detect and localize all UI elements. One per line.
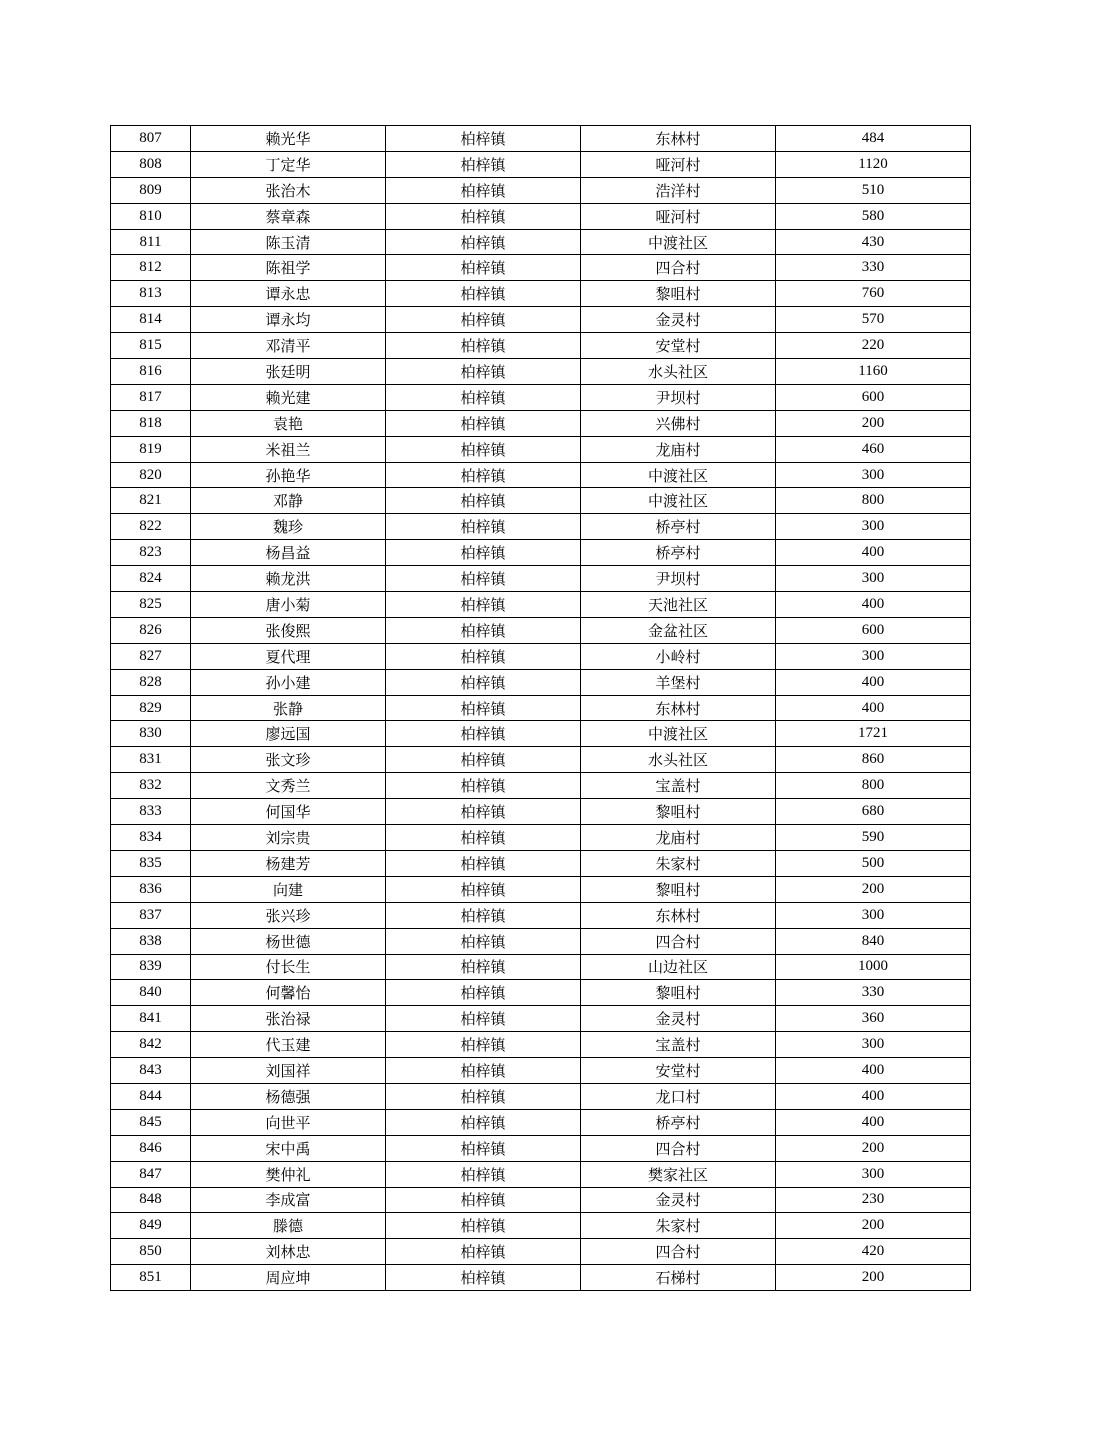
table-row [111, 1083, 971, 1109]
cell-name: 滕德 [191, 1213, 386, 1239]
cell-village: 宝盖村 [581, 1032, 776, 1058]
cell-index: 849 [111, 1213, 191, 1239]
table-row [111, 514, 971, 540]
cell-town: 柏梓镇 [386, 540, 581, 566]
cell-name: 李成富 [191, 1187, 386, 1213]
cell-town: 柏梓镇 [386, 928, 581, 954]
cell-amount: 230 [776, 1187, 971, 1213]
table-row [111, 825, 971, 851]
cell-name: 米祖兰 [191, 436, 386, 462]
cell-index: 833 [111, 799, 191, 825]
cell-village: 中渡社区 [581, 488, 776, 514]
cell-amount: 400 [776, 669, 971, 695]
cell-village: 四合村 [581, 255, 776, 281]
cell-town: 柏梓镇 [386, 799, 581, 825]
cell-amount: 400 [776, 695, 971, 721]
cell-town: 柏梓镇 [386, 902, 581, 928]
cell-name: 袁艳 [191, 410, 386, 436]
table-row [111, 384, 971, 410]
table-row [111, 1187, 971, 1213]
table-row [111, 229, 971, 255]
cell-name: 廖远国 [191, 721, 386, 747]
cell-name: 杨德强 [191, 1083, 386, 1109]
cell-village: 哑河村 [581, 151, 776, 177]
cell-index: 838 [111, 928, 191, 954]
roster-table [110, 125, 971, 1291]
cell-town: 柏梓镇 [386, 255, 581, 281]
cell-name: 张治禄 [191, 1006, 386, 1032]
cell-index: 820 [111, 462, 191, 488]
cell-name: 赖光建 [191, 384, 386, 410]
cell-village: 龙口村 [581, 1083, 776, 1109]
cell-amount: 600 [776, 384, 971, 410]
cell-town: 柏梓镇 [386, 825, 581, 851]
cell-index: 844 [111, 1083, 191, 1109]
cell-village: 朱家村 [581, 1213, 776, 1239]
cell-index: 811 [111, 229, 191, 255]
table-row [111, 566, 971, 592]
table-row [111, 799, 971, 825]
cell-index: 835 [111, 850, 191, 876]
cell-town: 柏梓镇 [386, 126, 581, 152]
cell-index: 839 [111, 954, 191, 980]
cell-town: 柏梓镇 [386, 462, 581, 488]
cell-name: 刘林忠 [191, 1239, 386, 1265]
table-row [111, 1239, 971, 1265]
cell-village: 龙庙村 [581, 825, 776, 851]
cell-index: 834 [111, 825, 191, 851]
cell-amount: 500 [776, 850, 971, 876]
cell-town: 柏梓镇 [386, 333, 581, 359]
cell-town: 柏梓镇 [386, 721, 581, 747]
cell-index: 814 [111, 307, 191, 333]
cell-name: 代玉建 [191, 1032, 386, 1058]
table-row [111, 436, 971, 462]
cell-amount: 400 [776, 592, 971, 618]
cell-town: 柏梓镇 [386, 1032, 581, 1058]
table-row [111, 1058, 971, 1084]
cell-index: 824 [111, 566, 191, 592]
cell-town: 柏梓镇 [386, 1058, 581, 1084]
table-row [111, 592, 971, 618]
cell-amount: 590 [776, 825, 971, 851]
cell-name: 陈玉清 [191, 229, 386, 255]
cell-index: 827 [111, 643, 191, 669]
cell-name: 刘宗贵 [191, 825, 386, 851]
cell-amount: 400 [776, 540, 971, 566]
cell-village: 浩洋村 [581, 177, 776, 203]
cell-index: 823 [111, 540, 191, 566]
cell-village: 兴佛村 [581, 410, 776, 436]
cell-index: 848 [111, 1187, 191, 1213]
cell-index: 812 [111, 255, 191, 281]
cell-town: 柏梓镇 [386, 177, 581, 203]
cell-amount: 300 [776, 643, 971, 669]
table-row [111, 617, 971, 643]
cell-amount: 800 [776, 488, 971, 514]
cell-village: 水头社区 [581, 359, 776, 385]
table-row [111, 1032, 971, 1058]
cell-village: 朱家村 [581, 850, 776, 876]
cell-index: 821 [111, 488, 191, 514]
cell-index: 817 [111, 384, 191, 410]
cell-village: 东林村 [581, 126, 776, 152]
cell-name: 何国华 [191, 799, 386, 825]
cell-amount: 460 [776, 436, 971, 462]
table-row [111, 1109, 971, 1135]
table-row [111, 1213, 971, 1239]
cell-amount: 400 [776, 1083, 971, 1109]
cell-town: 柏梓镇 [386, 747, 581, 773]
table-row [111, 773, 971, 799]
cell-town: 柏梓镇 [386, 229, 581, 255]
cell-town: 柏梓镇 [386, 617, 581, 643]
cell-amount: 360 [776, 1006, 971, 1032]
cell-village: 哑河村 [581, 203, 776, 229]
cell-town: 柏梓镇 [386, 695, 581, 721]
cell-town: 柏梓镇 [386, 151, 581, 177]
cell-town: 柏梓镇 [386, 203, 581, 229]
cell-amount: 200 [776, 1265, 971, 1291]
cell-town: 柏梓镇 [386, 1239, 581, 1265]
cell-village: 天池社区 [581, 592, 776, 618]
cell-name: 杨昌益 [191, 540, 386, 566]
cell-town: 柏梓镇 [386, 436, 581, 462]
cell-name: 向建 [191, 876, 386, 902]
cell-name: 赖光华 [191, 126, 386, 152]
table-row [111, 488, 971, 514]
table-row [111, 876, 971, 902]
cell-index: 840 [111, 980, 191, 1006]
cell-name: 魏珍 [191, 514, 386, 540]
cell-amount: 800 [776, 773, 971, 799]
cell-index: 845 [111, 1109, 191, 1135]
cell-town: 柏梓镇 [386, 359, 581, 385]
cell-index: 831 [111, 747, 191, 773]
cell-name: 丁定华 [191, 151, 386, 177]
cell-amount: 300 [776, 566, 971, 592]
cell-village: 小岭村 [581, 643, 776, 669]
cell-village: 金灵村 [581, 1187, 776, 1213]
cell-village: 金灵村 [581, 1006, 776, 1032]
cell-amount: 680 [776, 799, 971, 825]
cell-amount: 200 [776, 1213, 971, 1239]
cell-town: 柏梓镇 [386, 876, 581, 902]
cell-village: 樊家社区 [581, 1161, 776, 1187]
cell-amount: 1120 [776, 151, 971, 177]
cell-index: 826 [111, 617, 191, 643]
cell-village: 羊堡村 [581, 669, 776, 695]
cell-amount: 300 [776, 902, 971, 928]
table-row [111, 1161, 971, 1187]
table-row [111, 151, 971, 177]
cell-amount: 220 [776, 333, 971, 359]
cell-name: 陈祖学 [191, 255, 386, 281]
cell-town: 柏梓镇 [386, 773, 581, 799]
cell-index: 830 [111, 721, 191, 747]
cell-index: 825 [111, 592, 191, 618]
cell-village: 桥亭村 [581, 514, 776, 540]
cell-amount: 430 [776, 229, 971, 255]
cell-village: 尹坝村 [581, 566, 776, 592]
cell-index: 807 [111, 126, 191, 152]
table-row [111, 462, 971, 488]
table-row [111, 850, 971, 876]
table-row [111, 1006, 971, 1032]
cell-name: 邓静 [191, 488, 386, 514]
cell-amount: 330 [776, 255, 971, 281]
table-row [111, 721, 971, 747]
cell-town: 柏梓镇 [386, 1265, 581, 1291]
cell-town: 柏梓镇 [386, 384, 581, 410]
cell-name: 付长生 [191, 954, 386, 980]
cell-name: 夏代理 [191, 643, 386, 669]
cell-index: 815 [111, 333, 191, 359]
cell-name: 文秀兰 [191, 773, 386, 799]
cell-amount: 1000 [776, 954, 971, 980]
cell-village: 黎咀村 [581, 876, 776, 902]
cell-village: 金灵村 [581, 307, 776, 333]
cell-town: 柏梓镇 [386, 1109, 581, 1135]
cell-town: 柏梓镇 [386, 514, 581, 540]
cell-name: 张俊熙 [191, 617, 386, 643]
cell-village: 四合村 [581, 928, 776, 954]
table-row [111, 954, 971, 980]
table-row [111, 643, 971, 669]
cell-amount: 570 [776, 307, 971, 333]
cell-town: 柏梓镇 [386, 1083, 581, 1109]
table-row [111, 902, 971, 928]
table-row [111, 980, 971, 1006]
cell-village: 中渡社区 [581, 229, 776, 255]
cell-amount: 1160 [776, 359, 971, 385]
cell-index: 816 [111, 359, 191, 385]
cell-amount: 300 [776, 1032, 971, 1058]
cell-village: 中渡社区 [581, 462, 776, 488]
cell-village: 金盆社区 [581, 617, 776, 643]
cell-name: 谭永忠 [191, 281, 386, 307]
cell-town: 柏梓镇 [386, 1213, 581, 1239]
cell-village: 东林村 [581, 695, 776, 721]
cell-name: 杨建芳 [191, 850, 386, 876]
table-row [111, 1265, 971, 1291]
table-row [111, 410, 971, 436]
cell-village: 黎咀村 [581, 281, 776, 307]
cell-amount: 200 [776, 876, 971, 902]
cell-index: 837 [111, 902, 191, 928]
cell-index: 847 [111, 1161, 191, 1187]
cell-index: 829 [111, 695, 191, 721]
cell-town: 柏梓镇 [386, 954, 581, 980]
cell-amount: 400 [776, 1058, 971, 1084]
cell-index: 851 [111, 1265, 191, 1291]
cell-name: 唐小菊 [191, 592, 386, 618]
cell-village: 安堂村 [581, 333, 776, 359]
cell-village: 山边社区 [581, 954, 776, 980]
cell-village: 黎咀村 [581, 980, 776, 1006]
cell-amount: 580 [776, 203, 971, 229]
cell-index: 828 [111, 669, 191, 695]
table-row [111, 928, 971, 954]
cell-amount: 300 [776, 1161, 971, 1187]
table-row [111, 281, 971, 307]
cell-village: 尹坝村 [581, 384, 776, 410]
cell-town: 柏梓镇 [386, 281, 581, 307]
table-row [111, 359, 971, 385]
cell-name: 杨世德 [191, 928, 386, 954]
cell-amount: 600 [776, 617, 971, 643]
table-body [111, 126, 971, 1291]
table-row [111, 1135, 971, 1161]
cell-name: 蔡章森 [191, 203, 386, 229]
cell-index: 842 [111, 1032, 191, 1058]
cell-name: 刘国祥 [191, 1058, 386, 1084]
cell-town: 柏梓镇 [386, 1135, 581, 1161]
cell-village: 四合村 [581, 1135, 776, 1161]
cell-name: 宋中禹 [191, 1135, 386, 1161]
cell-town: 柏梓镇 [386, 307, 581, 333]
cell-town: 柏梓镇 [386, 980, 581, 1006]
cell-town: 柏梓镇 [386, 488, 581, 514]
cell-name: 张治木 [191, 177, 386, 203]
cell-village: 宝盖村 [581, 773, 776, 799]
cell-index: 809 [111, 177, 191, 203]
cell-village: 黎咀村 [581, 799, 776, 825]
cell-amount: 484 [776, 126, 971, 152]
cell-town: 柏梓镇 [386, 1187, 581, 1213]
cell-town: 柏梓镇 [386, 643, 581, 669]
cell-name: 周应坤 [191, 1265, 386, 1291]
cell-amount: 200 [776, 1135, 971, 1161]
cell-amount: 1721 [776, 721, 971, 747]
cell-name: 何馨怡 [191, 980, 386, 1006]
cell-amount: 300 [776, 514, 971, 540]
cell-name: 樊仲礼 [191, 1161, 386, 1187]
cell-name: 向世平 [191, 1109, 386, 1135]
cell-amount: 300 [776, 462, 971, 488]
cell-index: 813 [111, 281, 191, 307]
cell-amount: 330 [776, 980, 971, 1006]
cell-village: 石梯村 [581, 1265, 776, 1291]
cell-index: 832 [111, 773, 191, 799]
cell-amount: 200 [776, 410, 971, 436]
cell-amount: 420 [776, 1239, 971, 1265]
cell-amount: 860 [776, 747, 971, 773]
cell-index: 818 [111, 410, 191, 436]
table-row [111, 126, 971, 152]
table-row [111, 747, 971, 773]
table-row [111, 669, 971, 695]
cell-index: 841 [111, 1006, 191, 1032]
cell-village: 水头社区 [581, 747, 776, 773]
cell-name: 谭永均 [191, 307, 386, 333]
table-row [111, 177, 971, 203]
cell-index: 810 [111, 203, 191, 229]
cell-name: 赖龙洪 [191, 566, 386, 592]
cell-name: 张文珍 [191, 747, 386, 773]
cell-index: 819 [111, 436, 191, 462]
table-row [111, 307, 971, 333]
table-row [111, 255, 971, 281]
cell-town: 柏梓镇 [386, 410, 581, 436]
cell-village: 龙庙村 [581, 436, 776, 462]
cell-index: 846 [111, 1135, 191, 1161]
cell-name: 张静 [191, 695, 386, 721]
cell-village: 桥亭村 [581, 1109, 776, 1135]
table-row [111, 203, 971, 229]
cell-village: 安堂村 [581, 1058, 776, 1084]
cell-town: 柏梓镇 [386, 592, 581, 618]
table-row [111, 333, 971, 359]
cell-town: 柏梓镇 [386, 669, 581, 695]
cell-name: 邓清平 [191, 333, 386, 359]
cell-index: 850 [111, 1239, 191, 1265]
cell-amount: 840 [776, 928, 971, 954]
cell-index: 808 [111, 151, 191, 177]
cell-village: 桥亭村 [581, 540, 776, 566]
cell-amount: 400 [776, 1109, 971, 1135]
cell-index: 843 [111, 1058, 191, 1084]
table-row [111, 540, 971, 566]
cell-name: 张廷明 [191, 359, 386, 385]
cell-amount: 510 [776, 177, 971, 203]
cell-village: 四合村 [581, 1239, 776, 1265]
cell-name: 张兴珍 [191, 902, 386, 928]
cell-index: 822 [111, 514, 191, 540]
cell-name: 孙艳华 [191, 462, 386, 488]
table-row [111, 695, 971, 721]
cell-town: 柏梓镇 [386, 850, 581, 876]
cell-town: 柏梓镇 [386, 566, 581, 592]
cell-village: 东林村 [581, 902, 776, 928]
cell-amount: 760 [776, 281, 971, 307]
cell-town: 柏梓镇 [386, 1006, 581, 1032]
cell-name: 孙小建 [191, 669, 386, 695]
cell-village: 中渡社区 [581, 721, 776, 747]
cell-town: 柏梓镇 [386, 1161, 581, 1187]
cell-index: 836 [111, 876, 191, 902]
